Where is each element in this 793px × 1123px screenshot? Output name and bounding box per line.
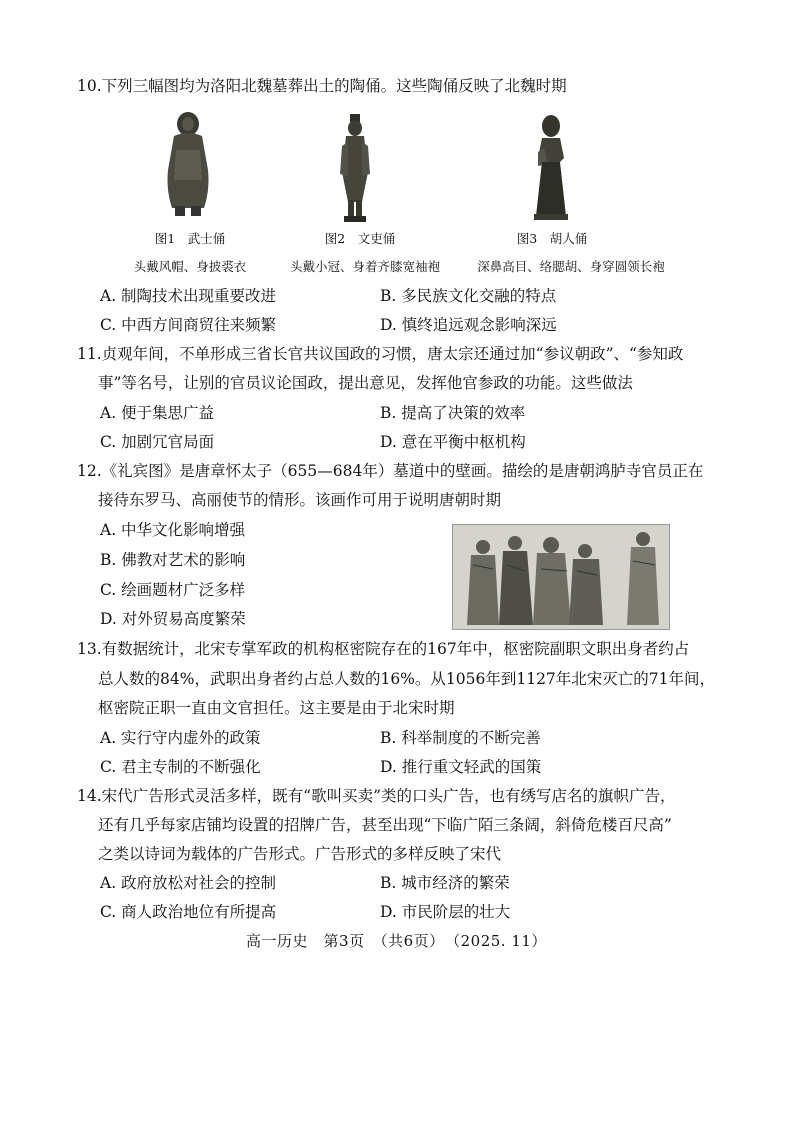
figure-2-official-figurine [336, 112, 374, 224]
figure-1-description: 头戴风帽、身披裘衣 [133, 259, 247, 274]
q11-option-c[interactable]: C. 加剧冗官局面 [100, 433, 215, 451]
figure-2-description: 头戴小冠、身着齐膝宽袖袍 [289, 259, 440, 274]
figure-3-description: 深鼻高目、络腮胡、身穿圆领长袍 [477, 259, 665, 274]
question-13-stem-line-2: 总人数的84%，武职出身者约占总人数的16%。从1056年到1127年北宋灭亡的71年间， [98, 670, 716, 688]
q12-option-c[interactable]: C. 绘画题材广泛多样 [100, 581, 246, 599]
figure-1-warrior-figurine [160, 110, 216, 220]
q12-option-d[interactable]: D. 对外贸易高度繁荣 [100, 610, 246, 628]
q14-option-d[interactable]: D. 市民阶层的壮大 [380, 903, 511, 921]
question-11-stem-line-2: 事”等名号，让别的官员议论国政，提出意见，发挥他官参政的功能。这些做法 [98, 374, 633, 392]
q12-option-a[interactable]: A. 中华文化影响增强 [100, 521, 246, 539]
q14-option-b[interactable]: B. 城市经济的繁荣 [380, 874, 510, 892]
q13-option-a[interactable]: A. 实行守内虚外的政策 [100, 729, 261, 747]
figure-3-caption: 图3 胡人俑 [516, 231, 588, 246]
q13-option-c[interactable]: C. 君主专制的不断强化 [100, 758, 261, 776]
q10-option-c[interactable]: C. 中西方间商贸往来频繁 [100, 316, 277, 334]
q10-option-a[interactable]: A. 制陶技术出现重要改进 [100, 287, 277, 305]
question-13-stem-line-3: 枢密院正职一直由文官担任。这主要是由于北宋时期 [98, 699, 455, 717]
q10-option-d[interactable]: D. 慎终追远观念影响深远 [380, 316, 557, 334]
q11-option-d[interactable]: D. 意在平衡中枢机构 [380, 433, 526, 451]
q14-option-c[interactable]: C. 商人政治地位有所提高 [100, 903, 277, 921]
q13-option-b[interactable]: B. 科举制度的不断完善 [380, 729, 541, 747]
question-14-stem-line-3: 之类以诗词为载体的广告形式。广告形式的多样反映了宋代 [98, 845, 502, 863]
question-12-stem-line-2: 接待东罗马、高丽使节的情形。该画作可用于说明唐朝时期 [98, 491, 502, 509]
question-13-stem-line-1: 13.有数据统计，北宋专掌军政的机构枢密院存在的167年中，枢密院副职文职出身者约占 [77, 640, 690, 658]
question-14-stem-line-1: 14.宋代广告形式灵活多样，既有“歌叫买卖”类的口头广告，也有绣写店名的旗帜广告， [77, 787, 676, 805]
question-14-stem-line-2: 还有几乎每家店铺均设置的招牌广告，甚至出现“下临广陌三条阔，斜倚危楼百尺高” [98, 816, 672, 834]
page-footer: 高一历史 第3页 （共6页） （2025. 11） [246, 932, 547, 950]
q11-option-a[interactable]: A. 便于集思广益 [100, 404, 215, 422]
q13-option-d[interactable]: D. 推行重文轻武的国策 [380, 758, 542, 776]
q12-option-b[interactable]: B. 佛教对艺术的影响 [100, 551, 246, 569]
question-12-stem-line-1: 12.《礼宾图》是唐章怀太子（655—684年）墓道中的壁画。描绘的是唐朝鸿胪寺官员正在 [77, 462, 704, 480]
figure-3-foreigner-figurine [530, 112, 572, 224]
q11-option-b[interactable]: B. 提高了决策的效率 [380, 404, 526, 422]
question-11-stem-line-1: 11.贞观年间，不单形成三省长官共议国政的习惯，唐太宗还通过加“参议朝政”、“参知政 [77, 345, 684, 363]
question-10-stem: 10.下列三幅图均为洛阳北魏墓葬出土的陶俑。这些陶俑反映了北魏时期 [77, 77, 567, 95]
q14-option-a[interactable]: A. 政府放松对社会的控制 [100, 874, 277, 892]
reception-mural-image [452, 524, 670, 630]
figure-2-caption: 图2 文吏俑 [324, 231, 396, 246]
q10-option-b[interactable]: B. 多民族文化交融的特点 [380, 287, 557, 305]
figure-1-caption: 图1 武士俑 [154, 231, 226, 246]
